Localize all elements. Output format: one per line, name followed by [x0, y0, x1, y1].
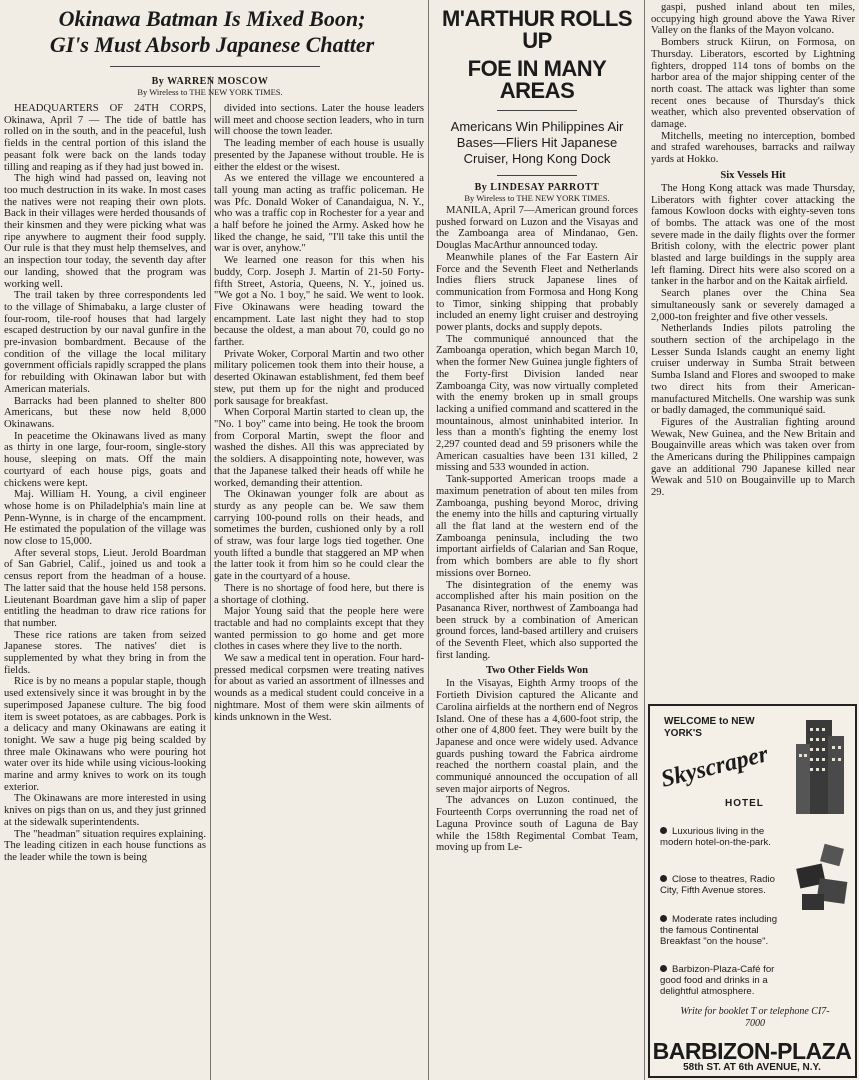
paragraph: gaspi, pushed inland about ten miles, occupying high ground above the Yawa River Valley on the flanks of the Mayon volcano.	[651, 2, 855, 37]
paragraph: When Corporal Martin started to clean up, the "No. 1 boy" came into being. He took the broom from Corporal Martin, swept the floor and washed the dishes. All this was appreciated by the soldiers. A disappointing note, however, was that the Japanese talked their heads off while he worked, demanding their attention.	[214, 407, 424, 489]
paragraph: We saw a medical tent in operation. Four hard-pressed medical corpsmen were treating natives for about as varied an assortment of illnesses and wounds as a medical student could conceive in a nightmare. Most of them were skin ailments of kinds unknown in the West.	[214, 653, 424, 723]
article2-deck: Americans Win Philippines Air Bases—Fliers Hit Japanese Cruiser, Hong Kong Dock	[450, 119, 624, 166]
paragraph: We learned one reason for this when his buddy, Corp. Joseph J. Martin of 21-50 Forty-fifth Street, Astoria, Queens, N. Y., joined us. "We got a No. 1 boy," he said. We went to look. Five Okinawans were heading toward the encampment. Late last night they had to stop because the oldest, a man about 70, could go no farther.	[214, 255, 424, 349]
paragraph: Mitchells, meeting no interception, bombed and strafed warehouses, barracks and railway yards at Hokko.	[651, 130, 855, 166]
ad-welcome: WELCOME to NEW YORK'S	[664, 716, 755, 739]
article2-column-3	[432, 0, 642, 1080]
paragraph: Private Woker, Corporal Martin and two other military policemen took them into their house, a deserted Okinawan establishment, fed them beef stew, put them up for the night and produced pork sausage for breakfast.	[214, 348, 424, 407]
paragraph: In the Visayas, Eighth Army troops of the Fortieth Division captured the Alicante and Carolina airfields at the northern end of Negros Island. One of these has a 4,600-foot strip, the other one of 4,800 feet. They were built by the Japanese and once were widely used. Advance guards pushing toward the Fabrica airdrome reached the northern coastal plain, and the communiqué announced the occupation of all seven major airports of Negros.	[436, 678, 638, 795]
paragraph: The leading member of each house is usually presented by the Japanese without trouble. He is either the eldest or the wisest.	[214, 138, 424, 173]
paragraph: After several stops, Lieut. Jerold Boardman of San Gabriel, Calif., joined us and took a census report from the headman of a house. The latter said that the house held 158 persons. Lieutenant Boardman gave him a slip of paper entitling the headman to draw rice rations for that number.	[4, 547, 206, 629]
ad-bullet-1: Luxurious living in the modern hotel-on-the-park.	[660, 826, 771, 848]
ad-bullet-4: Barbizon-Plaza-Café for good food and drinks in a delightful atmosphere.	[660, 964, 775, 997]
paragraph: divided into sections. Later the house leaders will meet and choose section leaders, who in turn will choose the town leader.	[214, 103, 424, 138]
article2-headline-line1: M'ARTHUR ROLLS UP	[441, 6, 633, 53]
paragraph: The "headman" situation requires explaining. The leading citizen in each house functions as the leader while the town is being	[4, 828, 206, 863]
ad-bullet-2: Close to theatres, Radio City, Fifth Avenue stores.	[660, 874, 775, 896]
paragraph: Maj. William H. Young, a civil engineer whose home is on Philadelphia's main line at Penn-Wynne, is in charge of the encampment. He estimated the population of the village was now close to 15,000.	[4, 489, 206, 548]
barbizon-plaza-ad	[648, 704, 857, 1078]
article2-headline-line2: FOE IN MANY AREAS	[467, 56, 607, 103]
paragraph: The trail taken by three correspondents led to the village of Shimabaku, a large cluster of four-room, tile-roof houses that had largely escaped destruction by our naval gunfire in the pre-invasion bombardment. Because of the condition of the village the local military government officials rapidly scrapped the plans for rebuilding with Okinawan labor but with American materials.	[4, 290, 206, 395]
article1-wire: By Wireless to THE NEW YORK TIMES.	[137, 87, 283, 97]
article2-col4-body-a	[651, 2, 855, 166]
paragraph: There is no shortage of food here, but there is a shortage of clothing.	[214, 582, 424, 606]
column-rule	[210, 76, 211, 1080]
ad-write-for-booklet: Write for booklet T or telephone CI7-7000	[680, 1006, 830, 1029]
article1-column-2	[212, 0, 426, 1080]
article2-wire: By Wireless to THE NEW YORK TIMES.	[464, 193, 610, 203]
paragraph: As we entered the village we encountered a tall young man acting as traffic policeman. He was Pfc. Donald Woker of Canandaigua, N. Y., who was a traffic cop in Rochester for a year and a half before he joined the Army. Asked how he liked the change, he said, "I'll take this until the war is over, anyhow."	[214, 173, 424, 255]
ad-hotel-name: BARBIZON-PLAZA	[652, 1038, 852, 1064]
paragraph: Bombers struck Kiirun, on Formosa, on Thursday. Liberators, escorted by Lightning fighters, dropped 114 tons of bombs on the harbor area of the major shipping center of the north coast. The attack was lighter than some recent ones because of Thursday's thick weather, which also prevented observation of damage.	[651, 37, 855, 131]
paragraph: MANILA, April 7—American ground forces pushed forward on Luzon and the Visayas and the Zamboanga area of Mindanao, Gen. Douglas MacArthur announced today.	[436, 205, 638, 252]
article1-byline: By WARREN MOSCOW	[151, 76, 269, 87]
article1-col1-body	[4, 103, 206, 864]
ad-skyscraper-script: Skyscraper	[658, 741, 771, 793]
paragraph: Netherlands Indies pilots patroling the southern section of the archipelago in the Lesser Sunda Islands caught an enemy light cruiser underway in Sumba Strait between Sumba Island and Flores and swooped to make two direct hits from their American-manufactured Mitchells. One warship was sunk or badly damaged, the communiqué said.	[651, 323, 855, 417]
paragraph: The Hong Kong attack was made Thursday, Liberators with fighter cover attacking the famous Kowloon docks with eighty-seven tons of bombs. The attack was one of the most severe made in the daily flights over the former British colony, with the electric power plant blasted and large buildings in the supply area left flaming. Direct hits were also scored on a tanker in the harbor and on the Kaitak airfield.	[651, 182, 855, 288]
article2-col4-body-b	[651, 183, 855, 499]
article2-subhead-2: Six Vessels Hit	[720, 169, 786, 181]
luggage-illustration	[792, 836, 850, 916]
deck-rule	[497, 175, 577, 176]
paragraph: Major Young said that the people here were tractable and had no complaints except that they wanted permission to go home and get more clothes in cases where they live to the north.	[214, 606, 424, 653]
paragraph: These rice rations are taken from seized Japanese stores. The natives' diet is supplemented by what they bring in from the fields.	[4, 629, 206, 676]
paragraph: Figures of the Australian fighting around Wewak, New Guinea, and the New Britain and Bougainville areas which was taken over from the Americans during the Philippines campaign gave an additional 790 Japanese killed near Wewak and 510 on Bougainville up to March 29.	[651, 416, 855, 499]
column-rule	[644, 0, 645, 1080]
article2-byline: By LINDESAY PARROTT	[474, 182, 600, 193]
paragraph: Barracks had been planned to shelter 800 Americans, but these now held 8,000 Okinawans.	[4, 395, 206, 430]
paragraph: In peacetime the Okinawans lived as many as thirty in one large, four-room, single-story house, sleeping on mats. Off the main courtyard of each house pigs, goats and chickens were kept.	[4, 430, 206, 489]
paragraph: The Okinawan younger folk are about as sturdy as any people can be. We saw them carrying 100-pound rolls on their heads, and sometimes the burden, cushioned only by a roll of straw, was four large logs tied together. One youth lifted a bundle that staggered an MP when the latter took it from him so he could clear the gate in the courtyard of a house.	[214, 489, 424, 583]
ad-bullet-3: Moderate rates including the famous Continental Breakfast "on the house".	[660, 914, 778, 947]
ad-hotel: HOTEL	[725, 798, 764, 809]
headline-rule	[497, 110, 577, 111]
paragraph: HEADQUARTERS OF 24TH CORPS, Okinawa, April 7 — The tide of battle has rolled on in the south, and in the peaceful, lush fields in the central portion of this island the peasant folk were back on the lands today tilling and reaping as if they had just bowed in.	[4, 103, 206, 173]
article2-col3-body-a	[436, 205, 638, 661]
article1-col2-body	[214, 103, 424, 723]
paragraph: The communiqué announced that the Zamboanga operation, which began March 10, when the former New Guinea jungle fighters of the Forty-first Division landed near Zamboanga City, was now virtually completed with the enemy broken up in small groups lacking a unified command and scattered in the mountainous, almost uninhabited interior. In less than a month's fighting the enemy lost 2,297 counted dead and 59 prisoners while the American casualties have been 131 killed, 2 missing and 533 wounded in action.	[436, 333, 638, 474]
paragraph: Meanwhile planes of the Far Eastern Air Force and the Seventh Fleet and Netherlands Indies fliers struck Japanese lines of communication from Formosa and Hong Kong to Timor, sinking shipping that probably included an enemy light cruiser and destroying power plants, docks and supply depots.	[436, 251, 638, 334]
skyscraper-illustration	[788, 714, 850, 814]
paragraph: Tank-supported American troops made a maximum penetration of about ten miles from Zamboanga, pushing beyond Moroc, driving the enemy into the hills and capturing virtually all the flat land at the western end of the Zamboanga peninsula, including the two important airfields of Calarian and San Roque, from which bombers are able to fly short missions over Borneo.	[436, 474, 638, 579]
paragraph: The high wind had passed on, leaving not too much destruction in its wake. In most cases the natives were not reaping their own plots. Back in their villages were herded thousands of their kinsmen and they were picking what was ripe anywhere to augment their food supply. Our rule is that they must help themselves, and an inspection tour today, the seventh day after our landing, showed that the program was working well.	[4, 173, 206, 290]
paragraph: Rice is by no means a popular staple, though used extensively since it was brought in by the superimposed Japanese culture. The big food item is sweet potatoes, as are cabbages. Pork is a delicacy and many Okinawans are eating it tonight. We saw a huge pig being scalded by three male Okinawans who were pouring hot water over its hide while using vicious-looking marine and army knives to work on its tough exterior.	[4, 676, 206, 793]
paragraph: The advances on Luzon continued, the Fourteenth Corps overrunning the road net of Laguna Province south of Laguna de Bay while the 158th Regimental Combat Team, moving up from Le-	[436, 795, 638, 854]
column-rule	[428, 0, 429, 1080]
article2-col3-body-b	[436, 678, 638, 854]
article1-headline-line2: GI's Must Absorb Japanese Chatter	[49, 32, 375, 57]
paragraph: Search planes over the China Sea simultaneously sank or severely damaged a 2,000-ton freighter and five other vessels.	[651, 288, 855, 323]
paragraph: The Okinawans are more interested in using knives on pigs than on us, and they just grinned at the sidewalk superintendents.	[4, 793, 206, 828]
article1-headline-line1: Okinawa Batman Is Mixed Boon;	[58, 6, 366, 31]
ad-address: 58th ST. AT 6th AVENUE, N.Y.	[683, 1062, 821, 1073]
paragraph: The disintegration of the enemy was accomplished after his main position on the Pasananca River, northwest of Zamboanga had been struck by a combination of American ground forces, land-based artillery and cruisers of the Seventh Fleet, which also supported the first landing.	[436, 579, 638, 661]
article2-subhead-1: Two Other Fields Won	[485, 665, 589, 677]
